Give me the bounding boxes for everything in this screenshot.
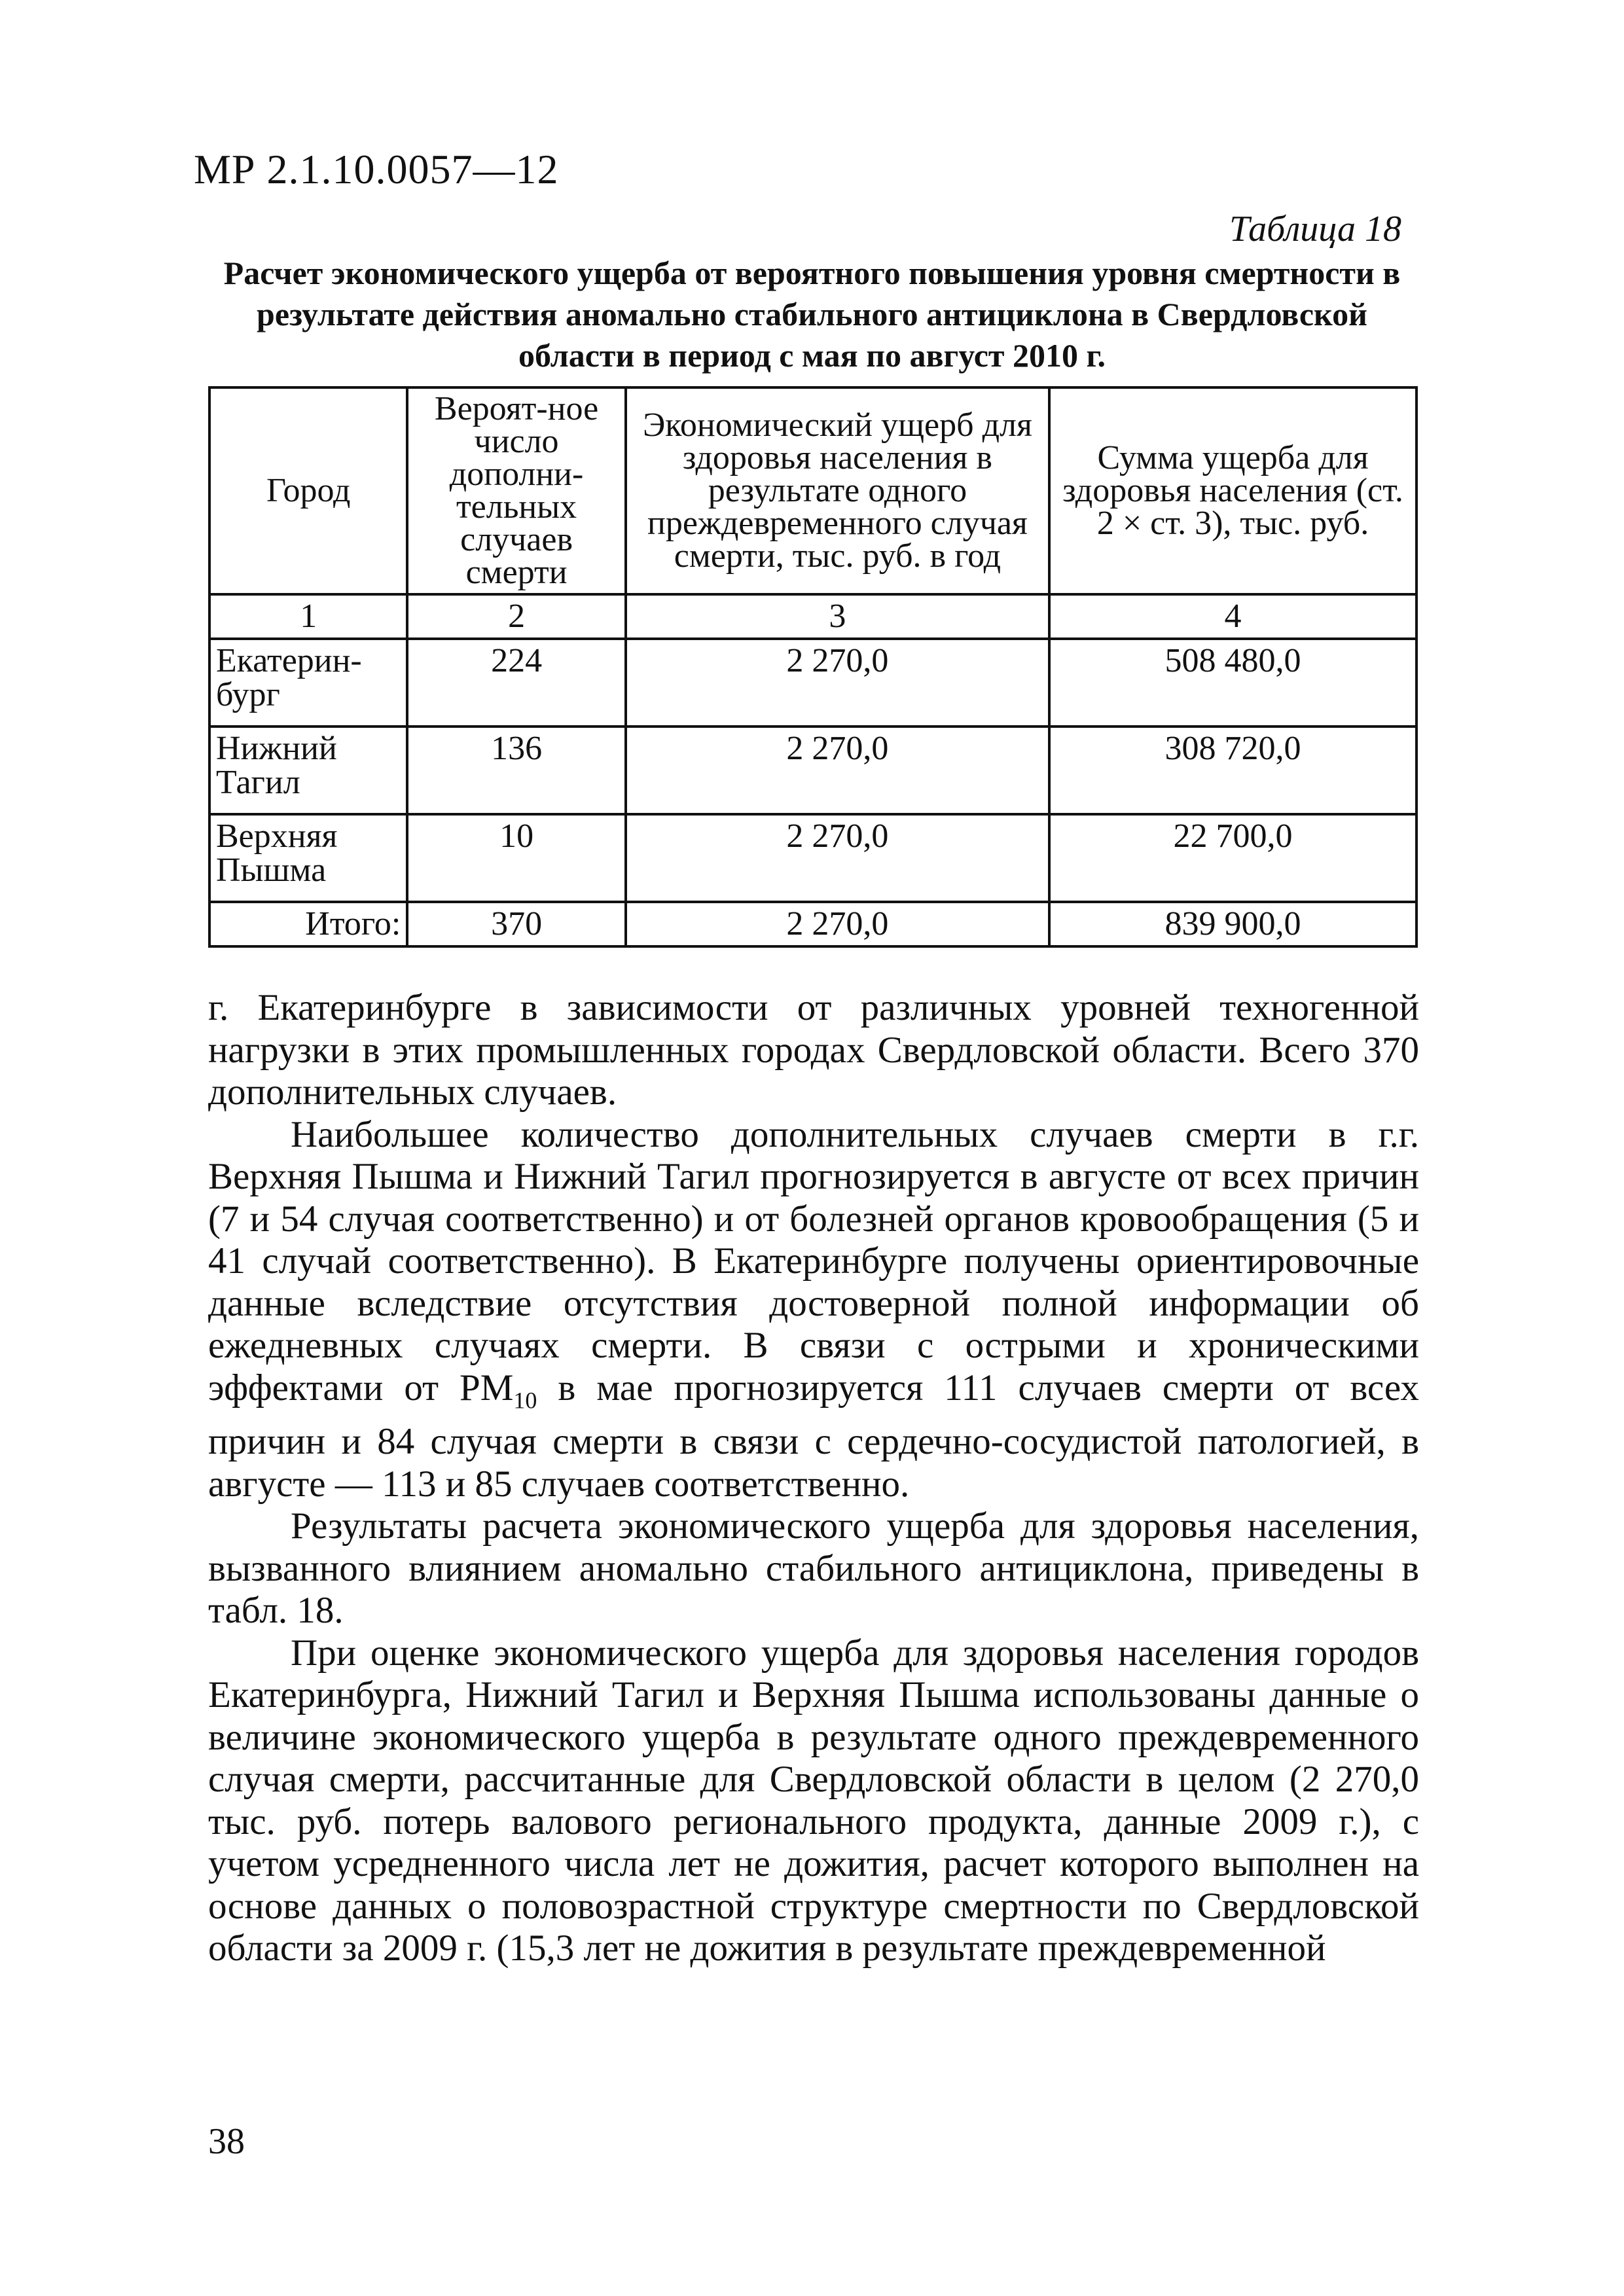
total-sum: 839 900,0 — [1049, 902, 1416, 946]
column-number: 3 — [626, 594, 1049, 639]
table-row — [209, 814, 1416, 902]
header-damage-per-case: Экономический ущерб для здоровья населения в результате одного преждевременного случая смерти, тыс. руб. в год — [626, 387, 1049, 594]
table-row — [209, 639, 1416, 726]
total-cell: 22 700,0 — [1049, 814, 1416, 902]
cases-cell: 136 — [407, 726, 625, 814]
total-label: Итого: — [209, 902, 407, 946]
damage-per-case-cell: 2 270,0 — [626, 726, 1049, 814]
table-number: Таблица 18 — [1229, 209, 1401, 249]
document-code: МР 2.1.10.0057—12 — [194, 146, 559, 192]
city-cell: Верхняя Пышма — [209, 814, 407, 902]
damage-per-case-cell: 2 270,0 — [626, 814, 1049, 902]
table-header-row — [209, 387, 1416, 594]
total-row — [209, 902, 1416, 946]
paragraph: Результаты расчета экономического ущерба для здоровья населения, вызванного влиянием аномально стабильного антициклона, приведены в табл. 18. — [208, 1505, 1419, 1632]
subscript: 10 — [513, 1386, 537, 1413]
city-cell: Екатерин-бург — [209, 639, 407, 726]
column-number-row — [209, 594, 1416, 639]
page-number: 38 — [208, 2121, 245, 2162]
table-row — [209, 726, 1416, 814]
paragraph: При оценке экономического ущерба для здоровья населения городов Екатеринбурга, Нижний Тагил и Верхняя Пышма использованы данные о величине экономического ущерба в результате одного преждевременного случая смерти, рассчитанные для Свердловской области в целом (2 270,0 тыс. руб. потерь валового регионального продукта, данные 2009 г.), с учетом усредненного числа лет не дожития, расчет которого выполнен на основе данных о половозрастной структуре смертности по Свердловской области за 2009 г. (15,3 лет не дожития в результате преждевременной — [208, 1632, 1419, 1969]
paragraph — [208, 1114, 1419, 1506]
column-number: 1 — [209, 594, 407, 639]
cases-cell: 224 — [407, 639, 625, 726]
column-number: 4 — [1049, 594, 1416, 639]
cases-cell: 10 — [407, 814, 625, 902]
total-cell: 308 720,0 — [1049, 726, 1416, 814]
table-title: Расчет экономического ущерба от вероятного повышения уровня смертности в результате действия аномально стабильного антициклона в Свердловской области в период с мая по август 2010 г. — [223, 255, 1401, 374]
paragraph-text: Наибольшее количество дополнительных случаев смерти в г.г. Верхняя Пышма и Нижний Тагил прогнозируется в августе от всех причин (7 и 54 случая соответственно) и от болезней органов кровообращения (5 и 41 случай соответственно). В Екатеринбурге получены ориентировочные данные вследствие отсутствия достоверной полной информации об ежедневных случаях смерти. В связи с острыми и хроническими эффектами от PM — [208, 1113, 1419, 1408]
header-city: Город — [209, 387, 407, 594]
paragraph: г. Екатеринбурге в зависимости от различных уровней техногенной нагрузки в этих промышленных городах Свердловской области. Всего 370 дополнительных случаев. — [208, 987, 1419, 1113]
paragraph-text: в мае прогнозируется 111 случаев смерти от всех причин и 84 случая смерти в связи с сердечно-сосудистой патологией, в августе — 113 и 85 случаев соответственно. — [208, 1367, 1419, 1505]
city-cell: Нижний Тагил — [209, 726, 407, 814]
total-cell: 508 480,0 — [1049, 639, 1416, 726]
header-total-damage: Сумма ущерба для здоровья населения (ст. 2 × ст. 3), тыс. руб. — [1049, 387, 1416, 594]
total-cases: 370 — [407, 902, 625, 946]
body-text — [208, 987, 1419, 1970]
column-number: 2 — [407, 594, 625, 639]
damage-per-case-cell: 2 270,0 — [626, 639, 1049, 726]
damage-table — [208, 386, 1418, 948]
header-cases: Вероят-ное число дополни-тельных случаев смерти — [407, 387, 625, 594]
total-damage-per-case: 2 270,0 — [626, 902, 1049, 946]
